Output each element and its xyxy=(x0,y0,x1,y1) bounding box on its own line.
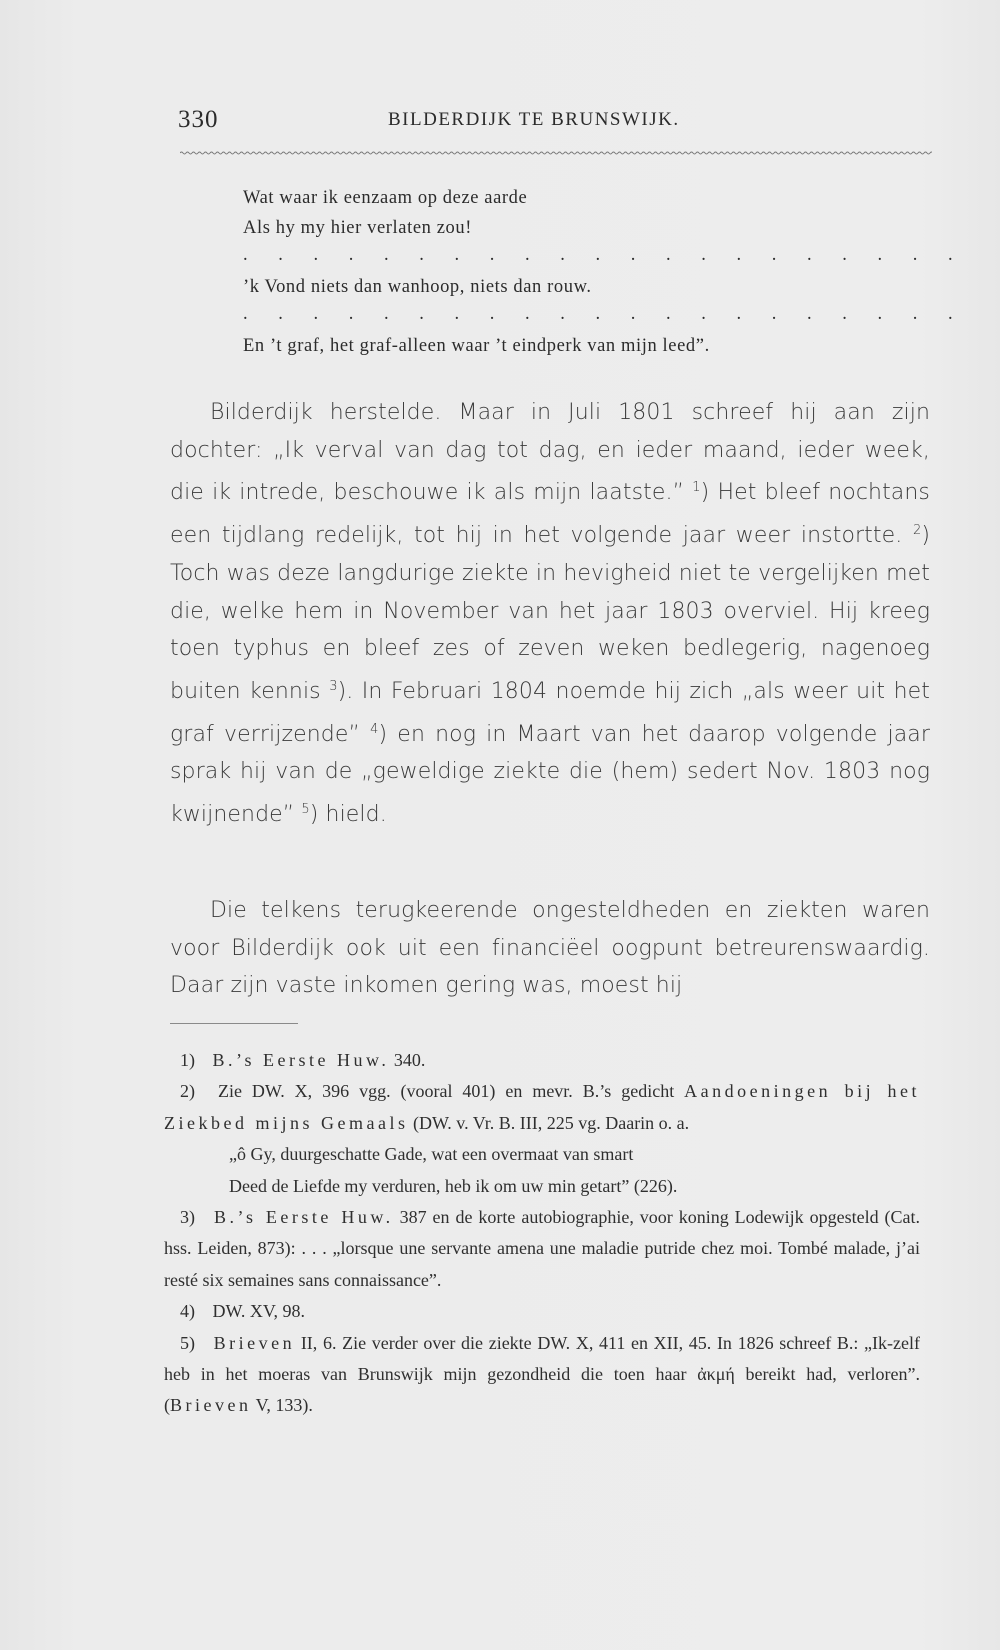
footnote-ref: 4 xyxy=(370,721,379,737)
verse-line: ’k Vond niets dan wanhoop, niets dan rouw. xyxy=(243,277,592,297)
footnote-number: 5) xyxy=(180,1332,195,1353)
footnote-text: bereikt had, verloren”. ( xyxy=(164,1364,920,1416)
footnote-1 xyxy=(164,1045,920,1076)
footnote-number: 2) xyxy=(180,1081,195,1102)
footnote-text: 387 en de korte autobiographie, voor koning Lodewijk opgesteld (Cat. hss. Leiden, 873): . . . „lorsque une servante amena une maladie putride chez moi. Tombé malade, j’ai resté six semaines sans connaissance”. xyxy=(164,1207,921,1290)
footnote-quote-line: Deed de Liefde my verduren, heb ik om uw min getart” (226). xyxy=(229,1175,678,1196)
footnotes xyxy=(164,1045,920,1422)
footnote-ref: 1 xyxy=(692,480,701,496)
footnote-text: V, 133). xyxy=(251,1395,313,1416)
verse-quote xyxy=(243,183,966,361)
paragraph-text: ). In Februari 1804 noemde hij zich „als weer uit het graf verrijzende” xyxy=(170,678,931,747)
wavy-rule-divider xyxy=(180,149,932,157)
footnote-text: Zie DW. X, 396 vgg. (vooral 401) en mevr. B.’s gedicht xyxy=(217,1081,685,1102)
footnote-ref: 2 xyxy=(912,523,922,539)
verse-line: Wat waar ik eenzaam op deze aarde xyxy=(243,188,528,208)
footnote-text: 340. xyxy=(389,1050,426,1070)
paragraph-text: Bilderdijk herstelde. Maar in Juli 1801 schreef hij aan zijn dochter: „Ik verval van dag tot dag, en ieder maand, ieder week, die ik intrede, beschouwe ik als mijn laatste.” xyxy=(170,400,930,506)
body-paragraph-1 xyxy=(170,394,930,834)
spaced-title: Aandoeningen bij het Ziekbed mijns Gemaals xyxy=(164,1081,921,1133)
spaced-title: Brieven xyxy=(170,1395,252,1416)
ellipsis-dots: . . . . . . . . . . . . . . . . . . . . . xyxy=(243,245,966,265)
footnote-2 xyxy=(164,1076,920,1139)
spaced-title: B.’s Eerste Huw. xyxy=(213,1207,394,1228)
greek-word: ἀκμή xyxy=(697,1364,735,1385)
ellipsis-dots: . . . . . . . . . . . . . . . . . . . . . xyxy=(243,304,966,324)
footnote-number: 4) xyxy=(180,1301,195,1322)
page-header xyxy=(178,106,930,136)
spaced-title: Brieven xyxy=(213,1332,296,1353)
running-head: BILDERDIJK TE BRUNSWIJK. xyxy=(388,109,680,130)
footnote-number: 1) xyxy=(180,1050,195,1070)
verse-line: En ’t graf, het graf-alleen waar ’t eindperk van mijn leed”. xyxy=(243,336,710,356)
footnote-ref: 3 xyxy=(329,678,338,694)
footnote-text: II, 6. Zie verder over die ziekte DW. X, 411 en XII, 45. In 1826 schreef B.: „Ik-zelf heb in het moeras van Brunswijk mijn gezondheid die toen haar xyxy=(164,1332,920,1385)
spaced-title: B.’s Eerste Huw. xyxy=(212,1050,390,1070)
paragraph-text: ) en nog in Maart van het daarop volgende jaar sprak hij van de „geweldige ziekte die (hem) sedert Nov. 1803 nog kwijnende” xyxy=(170,721,930,828)
paragraph-text: Die telkens terugkeerende ongesteldheden en ziekten waren voor Bilderdijk ook uit een financiëel oogpunt betreurenswaardig. Daar zijn vaste inkomen gering was, moest hij xyxy=(170,898,930,999)
footnote-3 xyxy=(164,1202,920,1296)
footnote-5 xyxy=(164,1328,920,1422)
footnote-quote-line: „ô Gy, duurgeschatte Gade, wat een overmaat van smart xyxy=(229,1144,634,1165)
page-number: 330 xyxy=(178,106,219,133)
paragraph-text: ) Het bleef nochtans een tijdlang redelijk, tot hij in het volgende jaar weer instortte. xyxy=(170,480,930,549)
footnote-4 xyxy=(164,1296,920,1327)
verse-line: Als hy my hier verlaten zou! xyxy=(243,218,472,238)
paragraph-text: ) hield. xyxy=(309,802,387,828)
footnote-ref: 5 xyxy=(301,802,310,818)
paragraph-text: ) Toch was deze langdurige ziekte in hevigheid niet te vergelijken met die, welke hem in November van het jaar 1803 overviel. Hij kreeg toen typhus en bleef zes of zeven weken bedlegerig, nagenoeg buiten kennis xyxy=(170,523,930,704)
footnote-separator xyxy=(170,1023,298,1024)
body-paragraph-2 xyxy=(170,892,930,1005)
footnote-text: (DW. v. Vr. B. III, 225 vg. Daarin o. a. xyxy=(408,1112,690,1133)
footnote-text: DW. XV, 98. xyxy=(212,1301,306,1322)
footnote-number: 3) xyxy=(180,1207,195,1228)
